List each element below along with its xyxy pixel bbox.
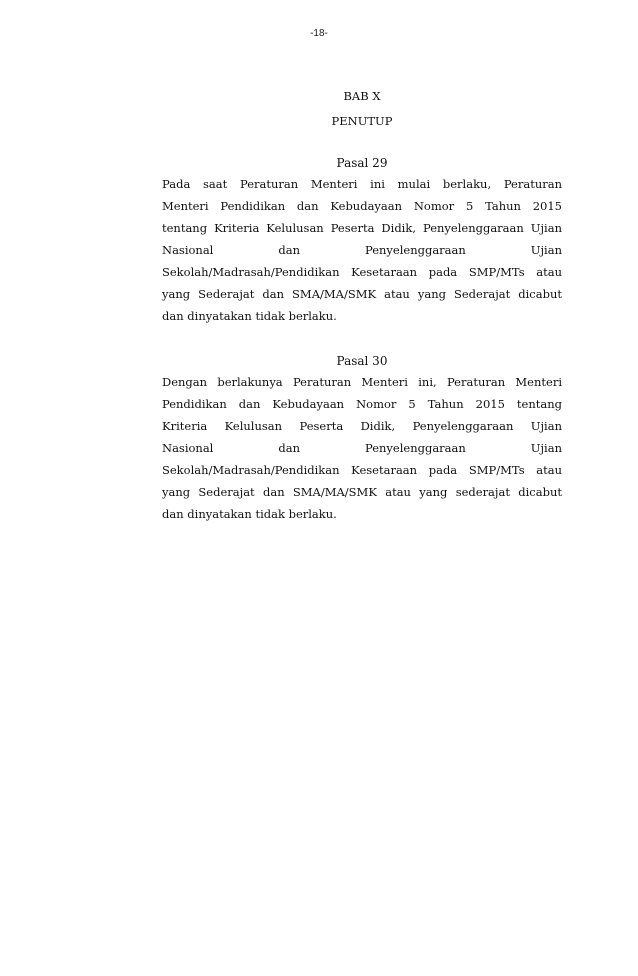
article-line: Menteri Pendidikan dan Kebudayaan Nomor 5 Tahun 2015 — [162, 199, 562, 213]
article-line: Dengan berlakunya Peraturan Menteri ini, Peraturan Menteri — [162, 375, 562, 389]
article-line: dan dinyatakan tidak berlaku. — [162, 507, 337, 521]
article-line: Sekolah/Madrasah/Pendidikan Kesetaraan pada SMP/MTs atau — [162, 463, 562, 477]
chapter-title: PENUTUP — [331, 114, 393, 128]
article-body-pasal-29 — [162, 173, 562, 327]
chapter-number: BAB X — [343, 89, 381, 103]
article-line: Nasional dan Penyelenggaraan Ujian — [162, 243, 562, 257]
article-line: Kriteria Kelulusan Peserta Didik, Penyelenggaraan Ujian — [162, 419, 562, 433]
article-body-pasal-30 — [162, 371, 562, 525]
article-title-pasal-30: Pasal 30 — [336, 354, 388, 368]
article-title-pasal-29: Pasal 29 — [336, 156, 388, 170]
article-line: dan dinyatakan tidak berlaku. — [162, 309, 337, 323]
article-line: tentang Kriteria Kelulusan Peserta Didik, Penyelenggaraan Ujian — [162, 221, 562, 235]
article-line: Nasional dan Penyelenggaraan Ujian — [162, 441, 562, 455]
article-line: Pendidikan dan Kebudayaan Nomor 5 Tahun 2015 tentang — [162, 397, 562, 411]
article-line: Sekolah/Madrasah/Pendidikan Kesetaraan pada SMP/MTs atau — [162, 265, 562, 279]
article-line: yang Sederajat dan SMA/MA/SMK atau yang Sederajat dicabut — [162, 287, 562, 301]
page-number: -18- — [310, 28, 328, 39]
article-line: Pada saat Peraturan Menteri ini mulai berlaku, Peraturan — [162, 177, 562, 191]
article-line: yang Sederajat dan SMA/MA/SMK atau yang sederajat dicabut — [162, 485, 562, 499]
